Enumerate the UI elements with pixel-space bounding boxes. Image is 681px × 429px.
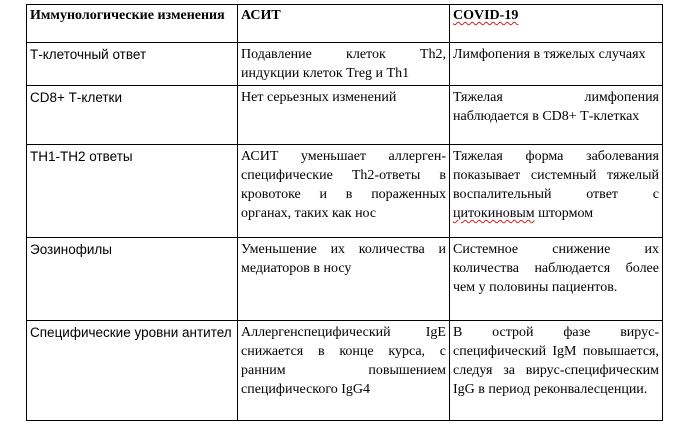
- header-covid: [450, 5, 663, 43]
- cell-covid-text-after: штормом: [534, 206, 594, 221]
- table-row: [27, 43, 663, 86]
- cell-covid: В острой фазе вирус-специфический IgM повышается, следуя за вирус-специфическим IgG в период реконвалесценции.: [450, 321, 663, 421]
- cell-covid: Лимфопения в тяжелых случаях: [450, 43, 663, 86]
- cell-covid: Тяжелая лимфопения наблюдается в CD8+ Т-клетках: [450, 86, 663, 145]
- cell-covid-flagged-word: цитокиновым: [453, 206, 535, 221]
- table-row: [27, 238, 663, 321]
- row-label-th1-th2: TH1-TH2 ответы: [27, 145, 238, 238]
- cell-asit: Уменьшение их количества и медиаторов в носу: [238, 238, 450, 321]
- table-row: [27, 86, 663, 145]
- header-covid-text: COVID-19: [453, 8, 519, 23]
- cell-asit: АСИТ уменьшает аллерген-специфические Th2-ответы в кровотоке и в пораженных органах, таких как нос: [238, 145, 450, 238]
- row-label-specific-antibodies: Специфические уровни антител: [27, 321, 238, 421]
- header-immunological-changes: Иммунологические изменения: [27, 5, 238, 43]
- table-row: [27, 321, 663, 421]
- header-row: [27, 5, 663, 43]
- table-row: [27, 145, 663, 238]
- cell-asit: Подавление клеток Th2, индукции клеток Treg и Th1: [238, 43, 450, 86]
- row-label-cd8: CD8+ Т-клетки: [27, 86, 238, 145]
- header-asit: АСИТ: [238, 5, 450, 43]
- row-label-eosinophils: Эозинофилы: [27, 238, 238, 321]
- cell-covid-text-before: Тяжелая форма заболевания показывает системный тяжелый воспалительный ответ с: [453, 149, 659, 202]
- cell-asit: Аллергенспецифический IgE снижается в конце курса, с ранним повышением специфического IgG4: [238, 321, 450, 421]
- cell-covid: [450, 145, 663, 238]
- comparison-table: [26, 4, 663, 421]
- cell-asit: Нет серьезных изменений: [238, 86, 450, 145]
- row-label-t-cell-response: Т-клеточный ответ: [27, 43, 238, 86]
- cell-covid: Системное снижение их количества наблюдается более чем у половины пациентов.: [450, 238, 663, 321]
